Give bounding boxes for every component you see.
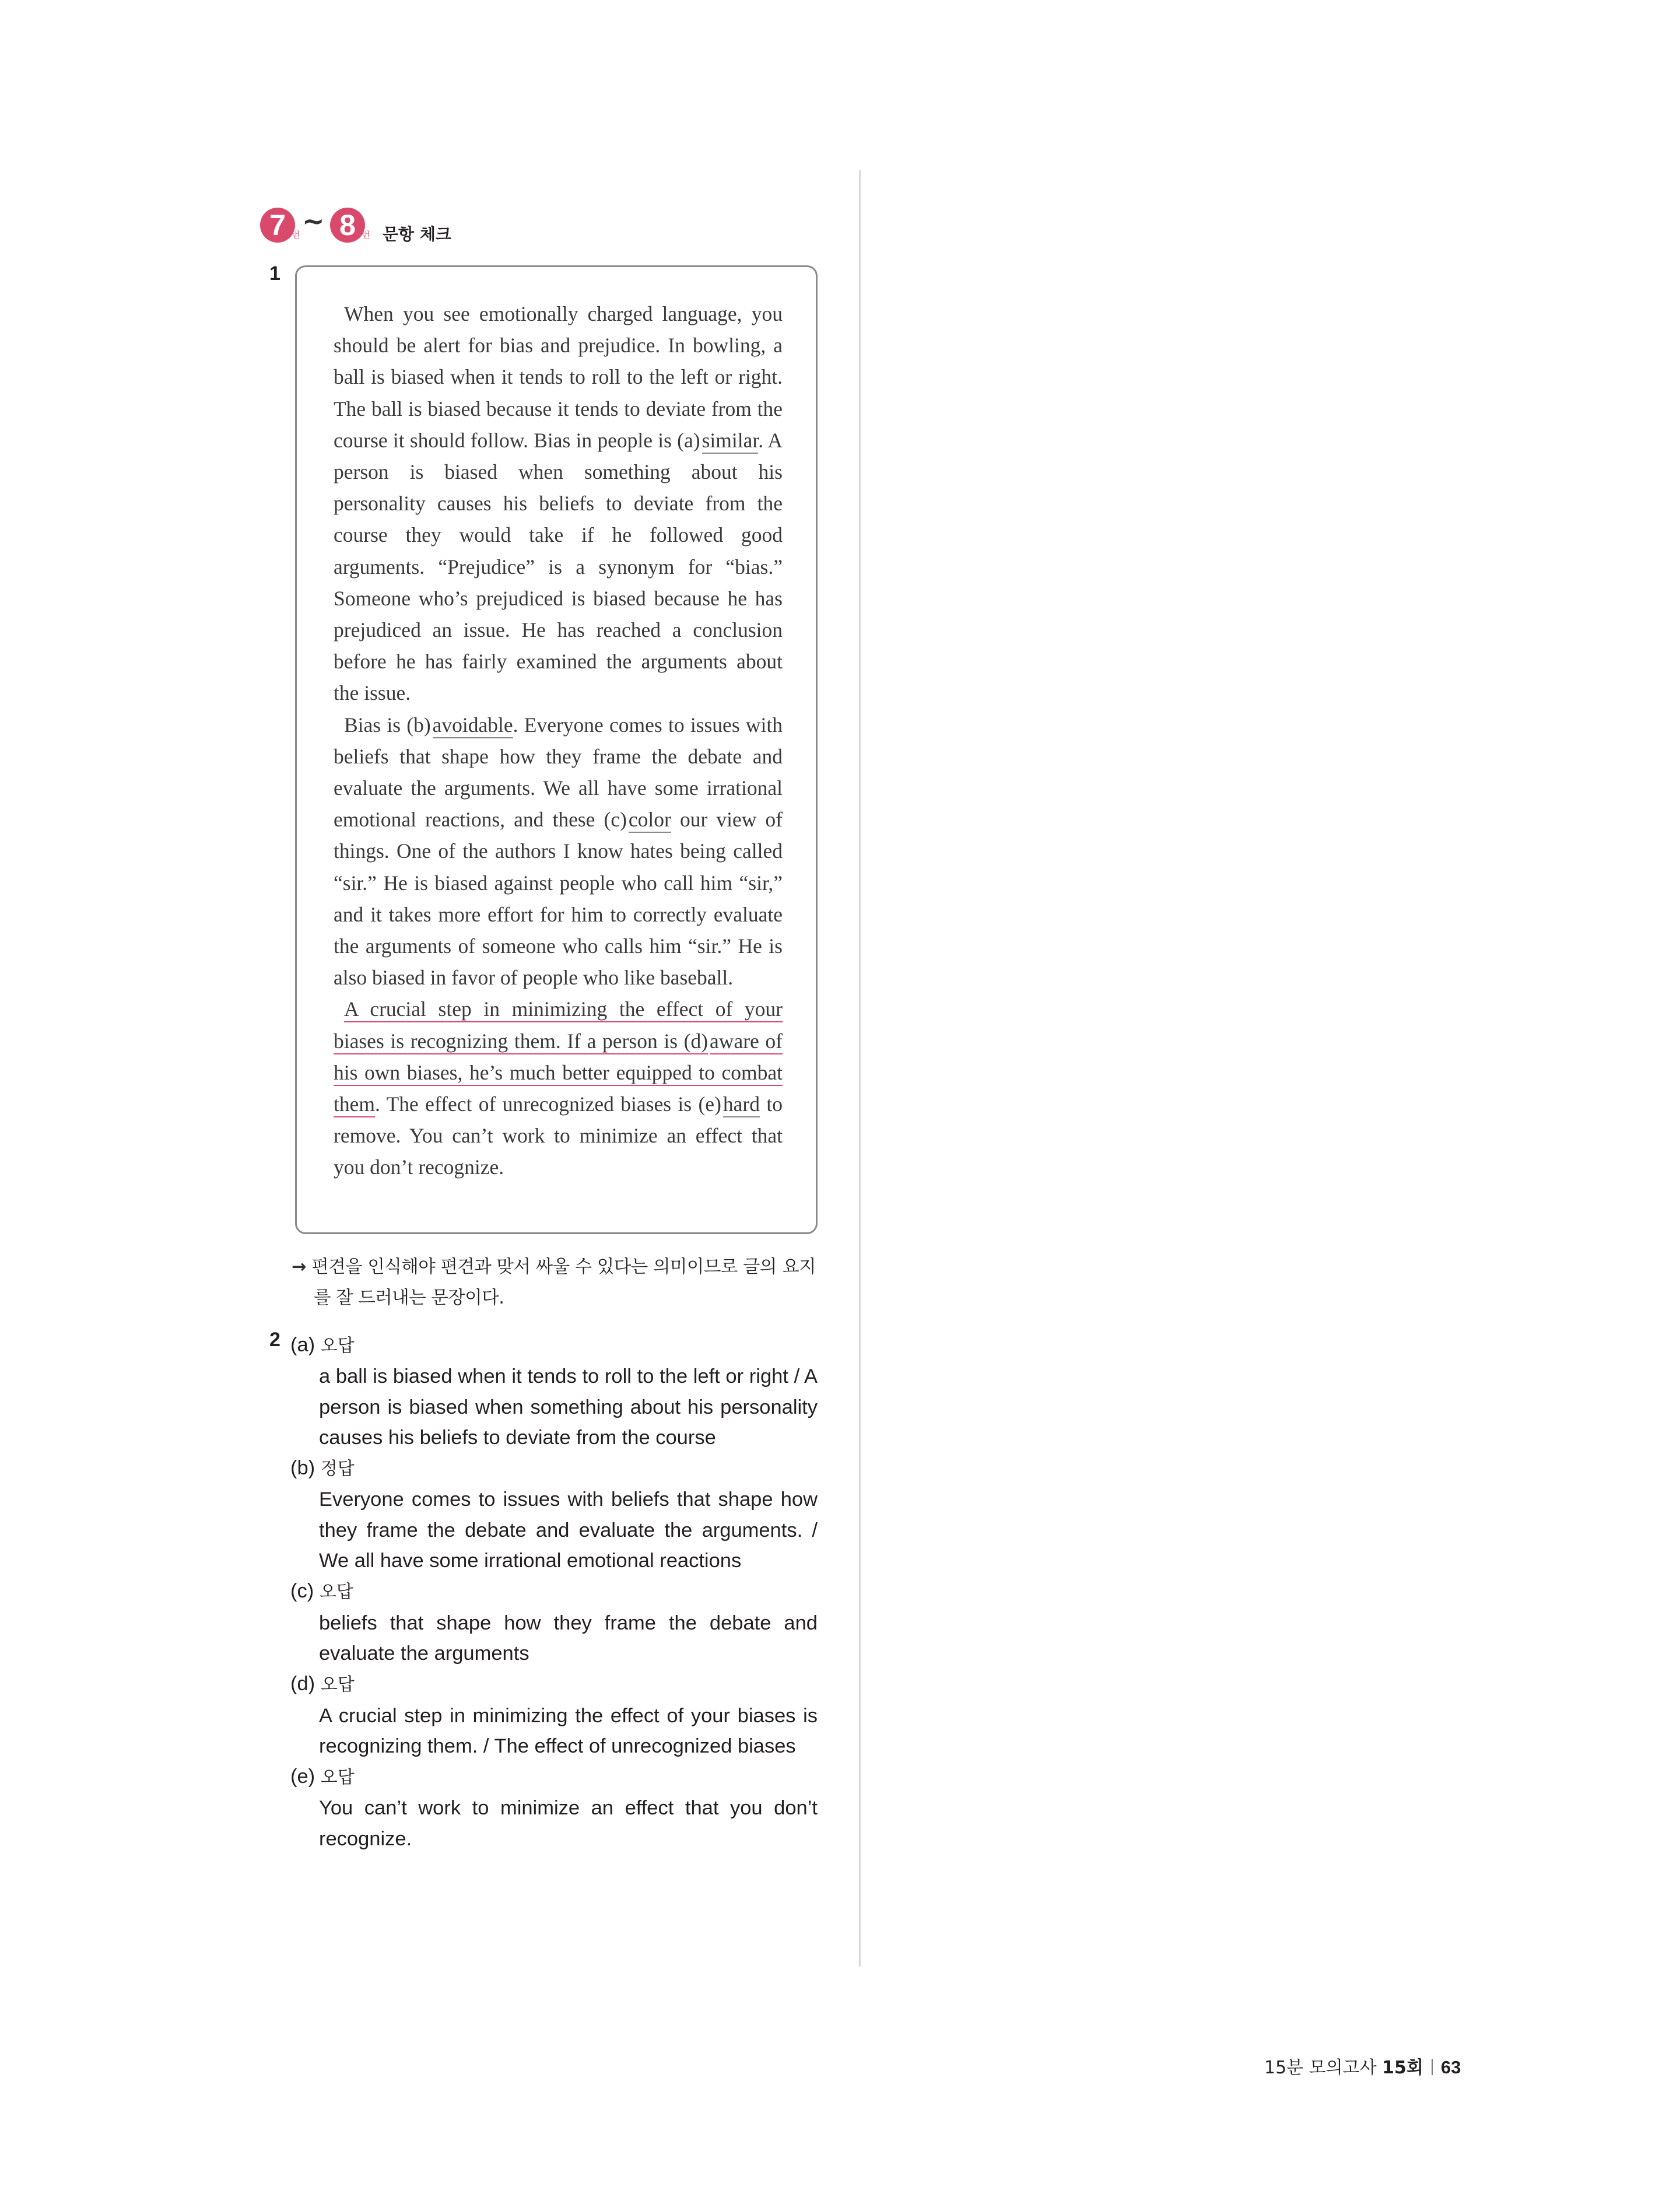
answer-evidence: beliefs that shape how they frame the debate and evaluate the arguments — [319, 1611, 818, 1665]
page-number: 63 — [1440, 2057, 1461, 2077]
answer-head: (e) 오답 — [290, 1765, 355, 1788]
topic-sentence-part-1: A crucial step in minimizing the effect of your biases is recognizing them. If a person is — [334, 997, 783, 1054]
answer-head: (b) 정답 — [290, 1457, 355, 1480]
section-title: 문항 체크 — [383, 225, 451, 244]
marker-c-label: (c) — [604, 808, 627, 832]
answer-item-a — [290, 1330, 818, 1453]
note-line-1: → 편견을 인식해야 편견과 맞서 싸울 수 있다는 의미이므로 글의 요지 — [292, 1257, 816, 1277]
answer-list — [290, 1330, 818, 1854]
answer-evidence: Everyone comes to issues with beliefs that shape how they frame the debate and evaluate the arguments. / We all have some irrational emotional reactions — [319, 1488, 818, 1572]
question-unit-label: 번 — [292, 230, 300, 240]
footer-divider — [1432, 2059, 1433, 2075]
passage-paragraph-2: Bias is (b)avoidable. Everyone comes to issues with beliefs that shape how they frame the debate and evaluate the arguments. We all have some irrational emotional reactions, and these (c)color our view of things. One of the authors I know hates being called “sir.” He is biased against people who call him “sir,” and it takes more effort for him to correctly evaluate the arguments of someone who calls him “sir.” He is also biased in favor of people who like baseball. — [334, 713, 783, 990]
answer-head: (d) 오답 — [290, 1673, 355, 1695]
answer-item-b — [290, 1453, 818, 1576]
underlined-word-b: avoidable — [433, 713, 513, 738]
answer-evidence: a ball is biased when it tends to roll to the left or right / A person is biased when something about his personality causes his beliefs to deviate from the course — [319, 1365, 818, 1449]
question-unit-label: 번 — [362, 230, 370, 240]
page-footer — [1264, 2053, 1461, 2082]
marker-e-label: (e) — [698, 1092, 721, 1116]
column-divider — [859, 170, 861, 1967]
question-number-badge-start: 7 — [260, 208, 295, 243]
answer-evidence: A crucial step in minimizing the effect of your biases is recognizing them. / The effect of unrecognized biases — [319, 1704, 818, 1757]
note-line-2: 를 잘 드러내는 문장이다. — [314, 1288, 504, 1308]
answer-item-d — [290, 1669, 818, 1761]
marker-a-label: (a) — [677, 428, 700, 452]
underlined-word-a: similar — [702, 429, 759, 454]
passage-paragraph-1: When you see emotionally charged language, you should be alert for bias and prejudice. In bowling, a ball is biased when it tends to roll to the left or right. The ball is biased because it tends to deviate from the course it should follow. Bias in people is (a)similar. A person is biased when something about his personality causes his beliefs to deviate from the course they would take if he followed good arguments. “Prejudice” is a synonym for “bias.” Someone who’s prejudiced is biased because he has prejudiced an issue. He has reached a conclusion before he has fairly examined the arguments about the issue. — [334, 302, 783, 705]
passage-box — [295, 265, 818, 1234]
answer-item-e — [290, 1761, 818, 1854]
underlined-word-d: aware — [710, 1029, 759, 1054]
marker-b-label: (b) — [406, 713, 431, 737]
question-number-badge-end: 8 — [330, 208, 365, 243]
item-number-2: 2 — [269, 1329, 280, 1351]
passage-paragraph-3: A crucial step in minimizing the effect of your biases is recognizing them. If a person is (d)aware of his own biases, he’s much better equipped to combat them. The effect of unrecognized biases is (e)hard to remove. You can’t work to minimize an effect that you don’t recognize. — [334, 997, 783, 1179]
series-title: 15분 모의고사 — [1264, 2058, 1377, 2078]
explanation-note — [292, 1252, 818, 1313]
passage-text — [334, 298, 783, 1183]
underlined-word-e: hard — [723, 1092, 760, 1117]
marker-d-label: (d) — [684, 1029, 708, 1054]
topic-sentence-part-2: of his own biases, he’s much better equipped to combat them — [334, 1029, 783, 1117]
answer-evidence: You can’t work to minimize an effect that you don’t recognize. — [319, 1797, 818, 1850]
answer-item-c — [290, 1576, 818, 1669]
episode-label: 15회 — [1382, 2058, 1423, 2078]
answer-head: (a) 오답 — [290, 1334, 355, 1356]
arrow-icon: → — [292, 1257, 307, 1277]
answer-head: (c) 오답 — [290, 1580, 353, 1603]
item-number-1: 1 — [269, 262, 280, 285]
range-tilde: ~ — [302, 205, 325, 237]
underlined-word-c: color — [629, 808, 671, 833]
